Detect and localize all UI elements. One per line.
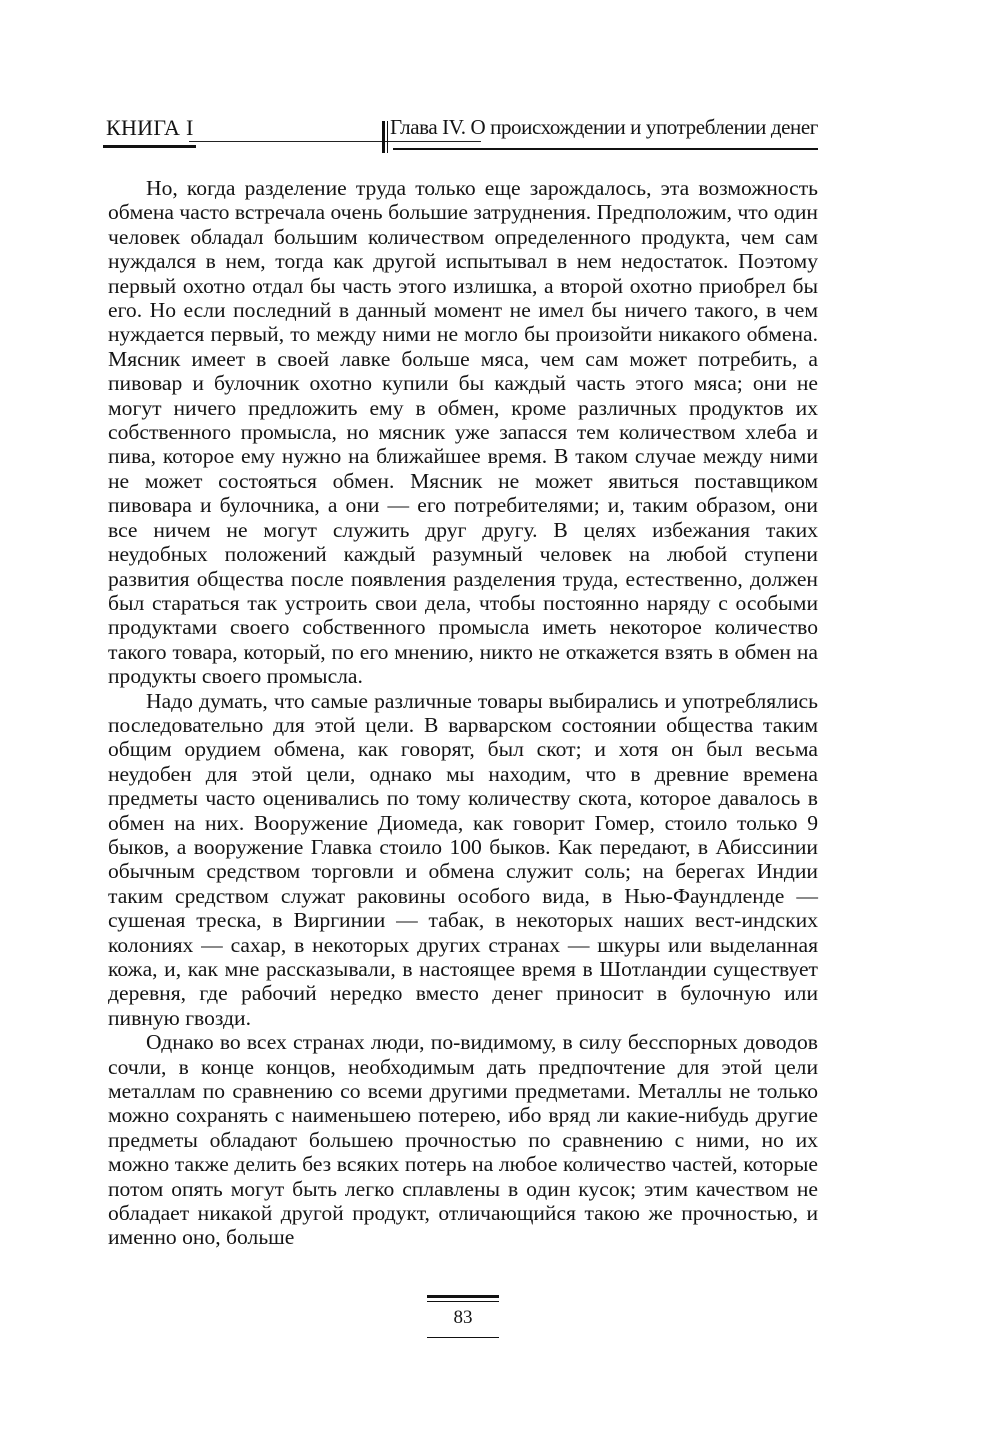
page-body <box>108 176 818 1250</box>
paragraph-2: Надо думать, что самые различные товары выбирались и употреблялись последовательно для этой цели. В варварском состоянии общества таким общим орудием обмена, как говорят, был скот; и хотя он был весьма неудобен для этой цели, однако мы находим, что в древние времена предметы часто оценивались по тому количеству скота, которое давалось в обмен на них. Вооружение Диомеда, как говорит Гомер, стоило только 9 быков, а вооружение Главка стоило 100 быков. Как передают, в Абиссинии обычным средством торговли и обмена служит соль; на берегах Индии таким средством служат раковины особого вида, в Нью-Фаундленде — сушеная треска, в Виргинии — табак, в некоторых наших вест-индских колониях — сахар, в некоторых других странах — шкуры или выделанная кожа, и, как мне рассказывали, в настоящее время в Шотландии существует деревня, где рабочий нередко вместо денег приносит в булочную или пивную гвозди. <box>108 688 818 1030</box>
chapter-title: Глава IV. О происхождении и употреблении денег <box>389 115 818 139</box>
running-header <box>103 113 818 153</box>
footer-rule-top <box>427 1295 499 1298</box>
header-divider-bar-thin <box>387 121 388 153</box>
footer-rule-top-thin <box>427 1301 499 1302</box>
header-rule-left-thick <box>103 145 196 148</box>
footer-rule-bottom <box>427 1337 499 1338</box>
header-rule-right <box>393 148 818 150</box>
header-rule-left <box>189 141 481 142</box>
paragraph-1: Но, когда разделение труда только еще зарождалось, эта возможность обмена часто встречала очень большие затруднения. Предположим, что один человек обладал большим количеством определенного продукта, чем сам нуждался в нем, тогда как другой испытывал в нем недостаток. Поэтому первый охотно отдал бы часть этого излишка, а второй охотно приобрел бы его. Но если последний в данный момент не имел бы ничего такого, в чем нуждается первый, то между ними не могло бы произойти никакого обмена. Мясник имеет в своей лавке больше мяса, чем сам может потребить, а пивовар и булочник охотно купили бы каждый часть этого мяса; они не могут ничего предложить ему в обмен, кроме различных продуктов их собственного промысла, но мясник уже запасся тем количеством хлеба и пива, которое ему нужно на ближайшее время. В таком случае между ними не может состояться обмен. Мясник не может явиться поставщиком пивовара и булочника, а они — его потребителями; и, таким образом, они все ничем не могут служить друг другу. В целях избежания таких неудобных положений каждый разумный человек на любой ступени развития общества после появления разделения труда, естественно, должен был стараться так устроить свои дела, чтобы постоянно наряду с особыми продуктами своего собственного промысла иметь некоторое количество такого товара, который, по его мнению, никто не откажется взять в обмен на продукты своего промысла. <box>108 176 818 689</box>
paragraph-3: Однако во всех странах люди, по-видимому, в силу бесспорных доводов сочли, в конце концов, необходимым дать предпочтение для этой цели металлам по сравнению со всеми другими предметами. Металлы не только можно сохранять с наименьшею потерею, ибо вряд ли какие-нибудь другие предметы обладают большею прочностью по сравнению с ними, но их можно также делить без всяких потерь на любое количество частей, которые потом опять могут быть легко сплавлены в один кусок; этим качеством не обладает никакой другой продукт, отличающийся такою же прочностью, и именно оно, больше <box>108 1030 818 1250</box>
book-label: КНИГА I <box>106 115 194 140</box>
page-footer <box>427 1295 499 1341</box>
header-divider-bar <box>382 121 385 153</box>
page-number: 83 <box>453 1307 473 1328</box>
